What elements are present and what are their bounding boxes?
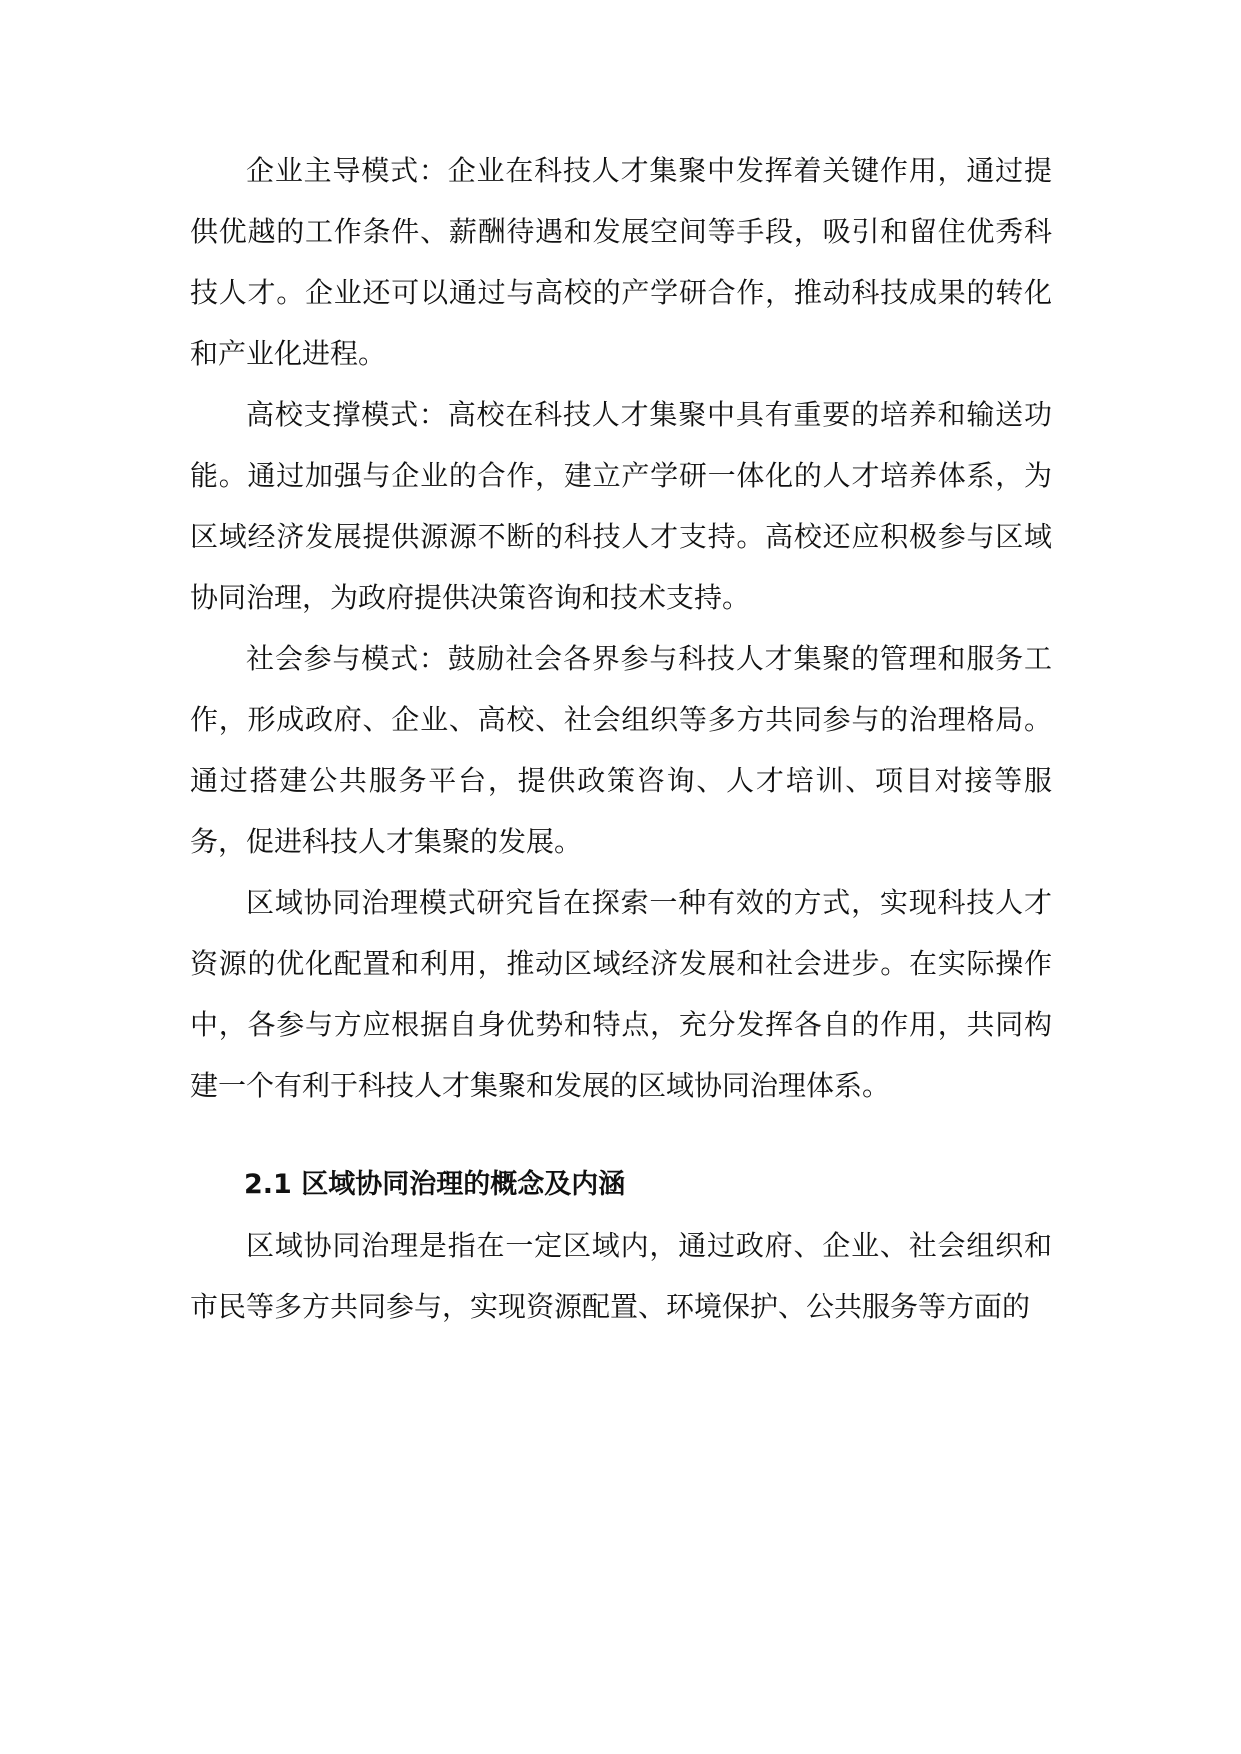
paragraph-section-intro: 区域协同治理是指在一定区域内，通过政府、企业、社会组织和市民等多方共同参与，实现资源配置、环境保护、公共服务等方面的 [190, 1229, 1052, 1323]
paragraph-regional-governance-summary: 区域协同治理模式研究旨在探索一种有效的方式，实现科技人才资源的优化配置和利用，推动区域经济发展和社会进步。在实际操作中，各参与方应根据自身优势和特点，充分发挥各自的作用，共同构建一个有利于科技人才集聚和发展的区域协同治理体系。 [190, 886, 1052, 1102]
paragraph-enterprise-led-mode: 企业主导模式：企业在科技人才集聚中发挥着关键作用，通过提供优越的工作条件、薪酬待遇和发展空间等手段，吸引和留住优秀科技人才。企业还可以通过与高校的产学研合作，推动科技成果的转化和产业化进程。 [190, 154, 1052, 370]
paragraph-social-participation-mode: 社会参与模式：鼓励社会各界参与科技人才集聚的管理和服务工作，形成政府、企业、高校、社会组织等多方共同参与的治理格局。通过搭建公共服务平台，提供政策咨询、人才培训、项目对接等服务，促进科技人才集聚的发展。 [190, 642, 1052, 858]
page-content [190, 140, 1052, 1337]
paragraph-university-support-mode: 高校支撑模式：高校在科技人才集聚中具有重要的培养和输送功能。通过加强与企业的合作，建立产学研一体化的人才培养体系，为区域经济发展提供源源不断的科技人才支持。高校还应积极参与区域协同治理，为政府提供决策咨询和技术支持。 [190, 398, 1052, 614]
section-heading: 2.1 区域协同治理的概念及内涵 [244, 1169, 626, 1200]
